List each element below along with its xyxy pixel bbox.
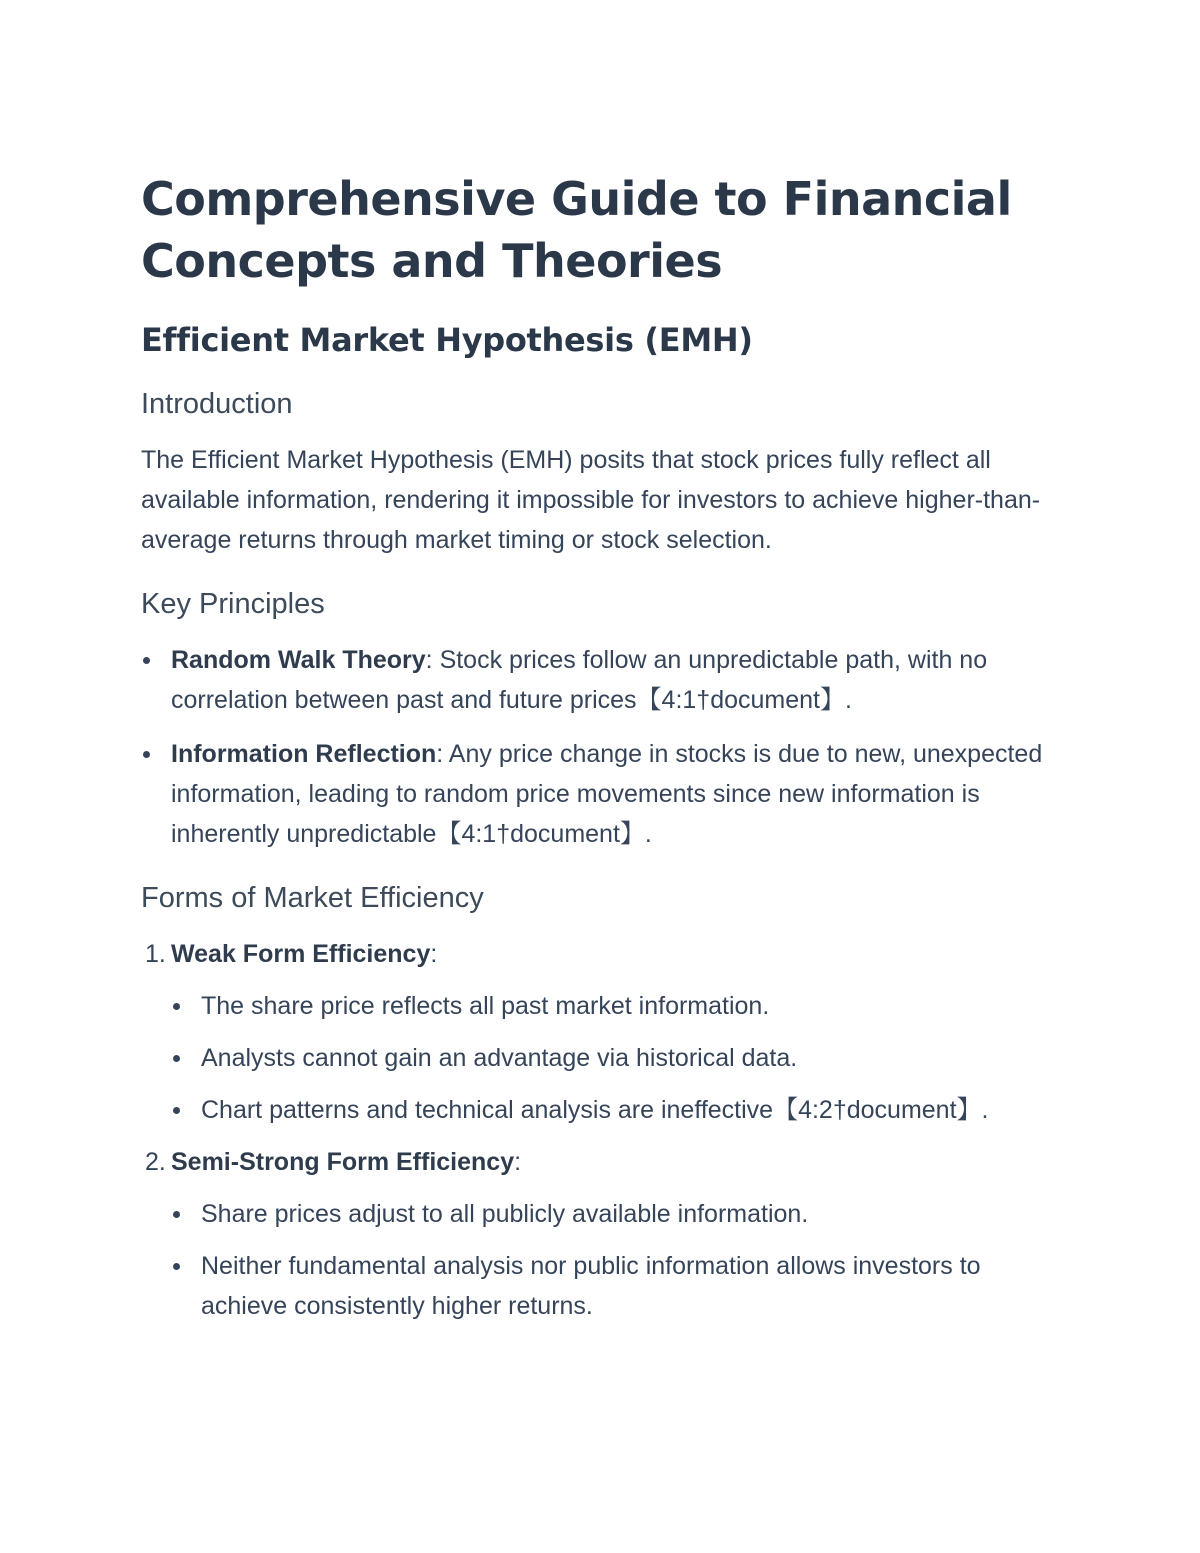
form-point: Analysts cannot gain an advantage via historical data. — [201, 1044, 798, 1072]
form-term: Weak Form Efficiency — [171, 940, 431, 968]
list-item — [141, 934, 1061, 1130]
bullet-icon — [173, 1055, 180, 1062]
principle-text: : Stock prices follow an unpredictable path, with no correlation between past and future prices【4:1†document】. — [171, 646, 988, 714]
bullet-icon — [143, 657, 150, 664]
form-point: Share prices adjust to all publicly available information. — [201, 1200, 809, 1228]
list-number: 2. — [145, 1148, 166, 1176]
list-item — [171, 1038, 1061, 1078]
bullet-icon — [173, 1107, 180, 1114]
principle-text: : Any price change in stocks is due to new, unexpected information, leading to random price movements since new information is inherently unpredictable【4:1†document】. — [171, 740, 1043, 848]
bullet-icon — [143, 751, 150, 758]
list-item — [141, 734, 1061, 854]
principle-term: Information Reflection — [171, 740, 437, 768]
form-point: The share price reflects all past market information. — [201, 992, 770, 1020]
form-point: Chart patterns and technical analysis are ineffective【4:2†document】. — [201, 1096, 989, 1124]
bullet-icon — [173, 1263, 180, 1270]
principle-term: Random Walk Theory — [171, 646, 426, 674]
form-suffix: : — [430, 940, 438, 968]
list-item — [141, 640, 1061, 720]
forms-list — [141, 934, 1061, 1326]
list-item — [171, 1194, 1061, 1234]
section-heading-emh: Efficient Market Hypothesis (EMH) — [141, 321, 753, 359]
list-item — [141, 1142, 1061, 1326]
subheading-introduction: Introduction — [141, 388, 293, 420]
form-points-list — [171, 1194, 1061, 1326]
document-title: Comprehensive Guide to Financial Concepts and Theories — [141, 172, 1012, 288]
bullet-icon — [173, 1211, 180, 1218]
key-principles-list — [141, 640, 1061, 854]
subheading-key-principles: Key Principles — [141, 588, 325, 620]
list-number: 1. — [145, 940, 166, 968]
list-item — [171, 986, 1061, 1026]
form-suffix: : — [514, 1148, 522, 1176]
form-points-list — [171, 986, 1061, 1130]
form-term: Semi-Strong Form Efficiency — [171, 1148, 515, 1176]
introduction-paragraph: The Efficient Market Hypothesis (EMH) posits that stock prices fully reflect all available information, rendering it impossible for investors to achieve higher-than-average returns through market timing or stock selection. — [141, 446, 1041, 554]
list-item — [171, 1246, 1061, 1326]
list-item — [171, 1090, 1061, 1130]
document-page — [141, 168, 1061, 1338]
subheading-forms: Forms of Market Efficiency — [141, 882, 484, 914]
form-point: Neither fundamental analysis nor public information allows investors to achieve consistently higher returns. — [201, 1252, 981, 1320]
bullet-icon — [173, 1003, 180, 1010]
